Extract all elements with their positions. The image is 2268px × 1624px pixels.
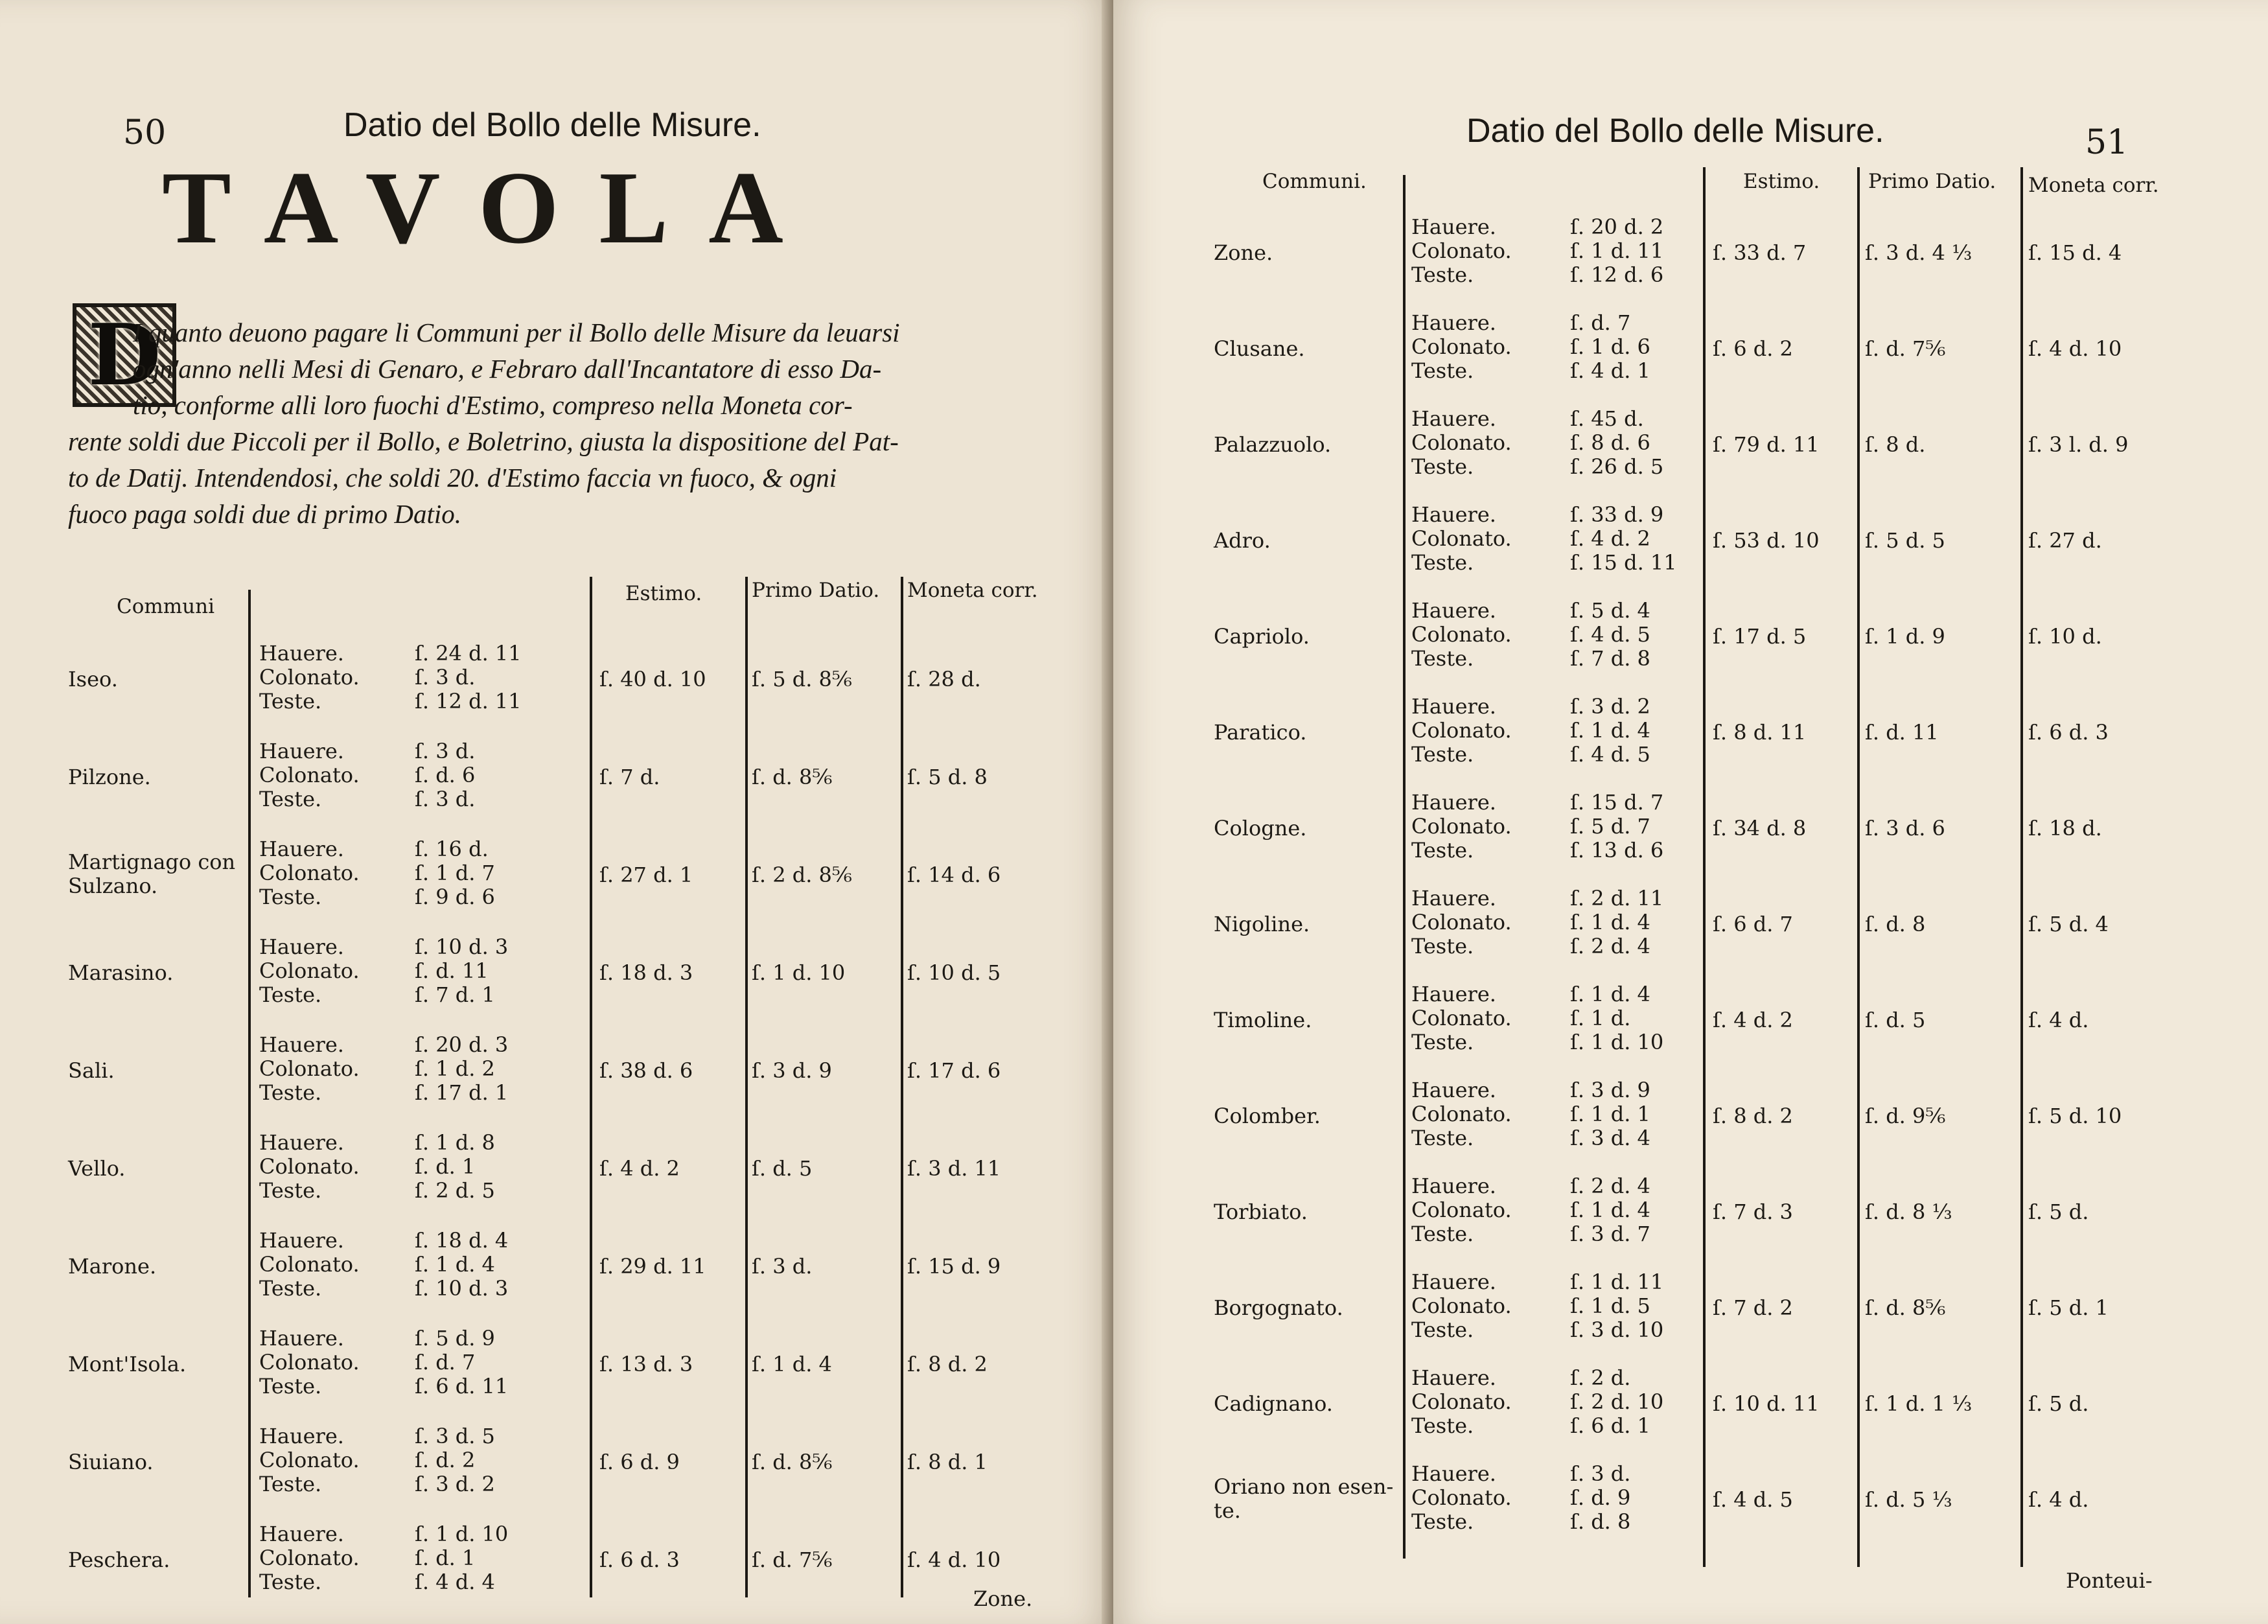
- catchword: Ponteui-: [2066, 1568, 2153, 1593]
- estimo-value: ſ. 27 d. 1: [599, 863, 693, 887]
- moneta-value: ſ. 5 d. 4: [2028, 912, 2109, 936]
- category-value: ſ. 4 d. 5: [1570, 742, 1650, 767]
- category-value: ſ. 15 d. 7: [1570, 790, 1664, 815]
- category-label: Teste.: [259, 1570, 322, 1594]
- primo-datio-value: ſ. 1 d. 9: [1865, 624, 1945, 649]
- moneta-value: ſ. 27 d.: [2028, 528, 2102, 553]
- table-row: [0, 1516, 1102, 1613]
- moneta-value: ſ. 5 d. 1: [2028, 1295, 2109, 1320]
- category-label: Colonato.: [1411, 1006, 1512, 1030]
- category-value: ſ. 16 d.: [415, 837, 489, 861]
- primo-datio-value: ſ. d. 9⅚: [1865, 1104, 1946, 1128]
- category-label: Teste.: [259, 885, 322, 909]
- category-label: Hauere.: [1411, 1365, 1496, 1390]
- intro-line: ogn'anno nelli Mesi di Genaro, e Febraro dall'Incantatore di esso Da-: [133, 354, 882, 384]
- category-value: ſ. 26 d. 5: [1570, 454, 1664, 479]
- estimo-value: ſ. 7 d.: [599, 765, 660, 789]
- category-label: Teste.: [259, 982, 322, 1007]
- primo-datio-value: ſ. 5 d. 5: [1865, 528, 1945, 553]
- estimo-value: ſ. 40 d. 10: [599, 667, 706, 691]
- table-row: [0, 1124, 1102, 1222]
- category-value: ſ. 18 d. 4: [415, 1228, 509, 1253]
- moneta-value: ſ. 10 d.: [2028, 624, 2102, 649]
- commune-name: Marone.: [68, 1254, 157, 1279]
- table-row: [1113, 1360, 2215, 1457]
- category-label: Colonato.: [259, 1546, 360, 1570]
- category-value: ſ. 3 d. 7: [1570, 1222, 1650, 1246]
- category-label: Teste.: [1411, 1509, 1474, 1534]
- commune-name: Zone.: [1214, 240, 1273, 265]
- table-row: [0, 1222, 1102, 1319]
- category-value: ſ. 20 d. 2: [1570, 215, 1664, 239]
- right-page: [1113, 0, 2268, 1624]
- category-value: ſ. 3 d. 2: [1570, 694, 1650, 719]
- category-value: ſ. d. 8: [1570, 1509, 1631, 1534]
- commune-name: Paratico.: [1214, 720, 1307, 745]
- estimo-value: ſ. 33 d. 7: [1713, 240, 1807, 265]
- category-value: ſ. 2 d. 11: [1570, 886, 1664, 911]
- commune-name: Cadignano.: [1214, 1391, 1333, 1416]
- commune-name: Oriano non esen-: [1214, 1474, 1394, 1499]
- category-value: ſ. 1 d.: [1570, 1006, 1631, 1030]
- estimo-value: ſ. 34 d. 8: [1713, 816, 1807, 841]
- moneta-value: ſ. 15 d. 9: [907, 1254, 1001, 1279]
- moneta-value: ſ. 4 d.: [2028, 1487, 2089, 1512]
- header-primo-datio: Primo Datio.: [1868, 170, 1996, 193]
- category-label: Colonato.: [1411, 814, 1512, 839]
- category-value: ſ. 3 d.: [415, 787, 476, 811]
- category-label: Colonato.: [259, 958, 360, 983]
- intro-line: tio, conforme alli loro fuochi d'Estimo, compreso nella Moneta cor-: [133, 390, 853, 420]
- table-row: [0, 1320, 1102, 1417]
- category-value: ſ. 10 d. 3: [415, 934, 509, 959]
- category-label: Colonato.: [1411, 1389, 1512, 1414]
- intro-paragraph: [68, 314, 1085, 532]
- commune-name: Martignago con: [68, 850, 236, 874]
- category-value: ſ. 4 d. 5: [1570, 622, 1650, 647]
- primo-datio-value: ſ. 1 d. 1 ⅓: [1865, 1391, 1973, 1416]
- category-label: Colonato.: [1411, 622, 1512, 647]
- category-label: Colonato.: [259, 1154, 360, 1179]
- category-label: Teste.: [1411, 1222, 1474, 1246]
- commune-name: te.: [1214, 1498, 1241, 1523]
- moneta-value: ſ. 3 d. 11: [907, 1156, 1001, 1181]
- category-label: Hauere.: [1411, 982, 1496, 1006]
- category-label: Teste.: [1411, 742, 1474, 767]
- primo-datio-value: ſ. d. 7⅚: [752, 1548, 833, 1572]
- header-moneta: Moneta corr.: [2028, 174, 2159, 197]
- category-label: Hauere.: [259, 837, 344, 861]
- category-value: ſ. 3 d. 10: [1570, 1317, 1664, 1342]
- category-label: Colonato.: [1411, 1198, 1512, 1222]
- category-value: ſ. 1 d. 11: [1570, 238, 1664, 263]
- table-row: [1113, 976, 2215, 1073]
- category-label: Teste.: [259, 1276, 322, 1301]
- category-value: ſ. 1 d. 10: [415, 1522, 509, 1546]
- commune-name: Mont'Isola.: [68, 1352, 187, 1376]
- table-row: [1113, 209, 2215, 306]
- primo-datio-value: ſ. d. 8 ⅓: [1865, 1200, 1952, 1224]
- primo-datio-value: ſ. d. 11: [1865, 720, 1939, 745]
- drop-cap-initial: D: [73, 303, 176, 407]
- estimo-value: ſ. 53 d. 10: [1713, 528, 1820, 553]
- moneta-value: ſ. 17 d. 6: [907, 1058, 1001, 1083]
- category-value: ſ. 2 d. 4: [1570, 1174, 1650, 1198]
- category-value: ſ. 3 d.: [415, 665, 476, 690]
- category-value: ſ. 1 d. 4: [415, 1252, 495, 1277]
- category-label: Teste.: [1411, 262, 1474, 287]
- moneta-value: ſ. 8 d. 2: [907, 1352, 988, 1376]
- estimo-value: ſ. 10 d. 11: [1713, 1391, 1820, 1416]
- category-value: ſ. 6 d. 1: [1570, 1413, 1650, 1438]
- primo-datio-value: ſ. 3 d. 6: [1865, 816, 1945, 841]
- category-label: Colonato.: [1411, 1102, 1512, 1126]
- estimo-value: ſ. 4 d. 2: [1713, 1008, 1793, 1032]
- category-label: Hauere.: [259, 739, 344, 763]
- category-label: Hauere.: [1411, 1078, 1496, 1102]
- commune-name: Sulzano.: [68, 874, 158, 898]
- category-value: ſ. 1 d. 8: [415, 1130, 495, 1155]
- category-label: Colonato.: [1411, 1293, 1512, 1318]
- table-row: [1113, 1168, 2215, 1265]
- header-estimo: Estimo.: [1743, 170, 1820, 193]
- estimo-value: ſ. 7 d. 3: [1713, 1200, 1793, 1224]
- category-value: ſ. 1 d. 5: [1570, 1293, 1650, 1318]
- category-label: Hauere.: [259, 1424, 344, 1448]
- category-value: ſ. 24 d. 11: [415, 641, 522, 666]
- category-label: Hauere.: [259, 934, 344, 959]
- category-label: Teste.: [1411, 358, 1474, 383]
- primo-datio-value: ſ. 1 d. 4: [752, 1352, 832, 1376]
- category-value: ſ. 4 d. 4: [415, 1570, 495, 1594]
- primo-datio-value: ſ. d. 8: [1865, 912, 1926, 936]
- category-label: Colonato.: [1411, 1485, 1512, 1510]
- category-label: Colonato.: [1411, 334, 1512, 359]
- table-row: [1113, 496, 2215, 594]
- commune-name: Nigoline.: [1214, 912, 1310, 936]
- category-value: ſ. d. 1: [415, 1154, 476, 1179]
- category-label: Teste.: [1411, 1413, 1474, 1438]
- category-value: ſ. 1 d. 10: [1570, 1030, 1664, 1054]
- category-value: ſ. 3 d. 2: [415, 1472, 495, 1496]
- moneta-value: ſ. 15 d. 4: [2028, 240, 2122, 265]
- estimo-value: ſ. 6 d. 7: [1713, 912, 1793, 936]
- category-label: Hauere.: [1411, 694, 1496, 719]
- primo-datio-value: ſ. 3 d. 4 ⅓: [1865, 240, 1973, 265]
- category-label: Colonato.: [259, 1056, 360, 1081]
- estimo-value: ſ. 29 d. 11: [599, 1254, 706, 1279]
- moneta-value: ſ. 3 l. d. 9: [2028, 432, 2129, 457]
- header-communi: Communi: [117, 595, 215, 618]
- estimo-value: ſ. 6 d. 3: [599, 1548, 680, 1572]
- table-row: [1113, 1072, 2215, 1169]
- primo-datio-value: ſ. 8 d.: [1865, 432, 1926, 457]
- category-value: ſ. 15 d. 11: [1570, 550, 1677, 575]
- category-value: ſ. d. 7: [1570, 310, 1631, 335]
- table-row: [1113, 688, 2215, 785]
- category-label: Colonato.: [259, 861, 360, 885]
- category-value: ſ. 2 d. 5: [415, 1178, 495, 1203]
- category-value: ſ. d. 7: [415, 1350, 476, 1375]
- commune-name: Marasino.: [68, 960, 174, 985]
- category-label: Colonato.: [259, 1350, 360, 1375]
- moneta-value: ſ. 10 d. 5: [907, 960, 1001, 985]
- moneta-value: ſ. 5 d.: [2028, 1391, 2089, 1416]
- estimo-value: ſ. 8 d. 11: [1713, 720, 1807, 745]
- category-value: ſ. 7 d. 8: [1570, 646, 1650, 671]
- category-value: ſ. 7 d. 1: [415, 982, 495, 1007]
- category-label: Hauere.: [1411, 215, 1496, 239]
- category-value: ſ. 4 d. 2: [1570, 526, 1650, 551]
- table-row: [0, 635, 1102, 732]
- table-row: [1113, 400, 2215, 498]
- moneta-value: ſ. 5 d. 8: [907, 765, 988, 789]
- table-row: [1113, 1264, 2215, 1361]
- header-estimo: Estimo.: [625, 582, 702, 605]
- intro-line: to de Datij. Intendendosi, che soldi 20. d'Estimo faccia vn fuoco, & ogni: [68, 463, 837, 493]
- category-label: Teste.: [1411, 1030, 1474, 1054]
- category-value: ſ. 12 d. 11: [415, 689, 522, 713]
- running-title-right: Datio del Bollo delle Misure.: [1466, 112, 1884, 150]
- primo-datio-value: ſ. 1 d. 10: [752, 960, 846, 985]
- commune-name: Torbiato.: [1214, 1200, 1308, 1224]
- commune-name: Clusane.: [1214, 336, 1305, 361]
- page-number-left: 50: [123, 113, 167, 152]
- category-value: ſ. 1 d. 4: [1570, 982, 1650, 1006]
- category-value: ſ. 17 d. 1: [415, 1080, 509, 1105]
- estimo-value: ſ. 4 d. 5: [1713, 1487, 1793, 1512]
- category-value: ſ. 6 d. 11: [415, 1374, 509, 1398]
- commune-name: Timoline.: [1214, 1008, 1312, 1032]
- category-value: ſ. 13 d. 6: [1570, 838, 1664, 863]
- category-label: Hauere.: [1411, 1461, 1496, 1486]
- table-row: [0, 831, 1102, 928]
- header-moneta: Moneta corr.: [907, 579, 1038, 602]
- primo-datio-value: ſ. d. 7⅚: [1865, 336, 1946, 361]
- category-value: ſ. 3 d. 5: [415, 1424, 495, 1448]
- category-value: ſ. 1 d. 2: [415, 1056, 495, 1081]
- category-label: Hauere.: [259, 1130, 344, 1155]
- category-label: Hauere.: [1411, 886, 1496, 911]
- category-value: ſ. d. 2: [415, 1448, 476, 1472]
- category-label: Hauere.: [259, 1032, 344, 1057]
- category-value: ſ. 20 d. 3: [415, 1032, 509, 1057]
- table-row: [0, 733, 1102, 830]
- category-value: ſ. d. 9: [1570, 1485, 1631, 1510]
- moneta-value: ſ. 4 d. 10: [907, 1548, 1001, 1572]
- category-value: ſ. 2 d. 4: [1570, 934, 1650, 958]
- category-label: Colonato.: [259, 763, 360, 787]
- moneta-value: ſ. 5 d. 10: [2028, 1104, 2122, 1128]
- moneta-value: ſ. 4 d. 10: [2028, 336, 2122, 361]
- primo-datio-value: ſ. d. 5: [752, 1156, 813, 1181]
- commune-name: Borgognato.: [1214, 1295, 1343, 1320]
- primo-datio-value: ſ. 5 d. 8⅚: [752, 667, 852, 691]
- category-label: Colonato.: [1411, 910, 1512, 934]
- moneta-value: ſ. 4 d.: [2028, 1008, 2089, 1032]
- category-value: ſ. 1 d. 4: [1570, 910, 1650, 934]
- moneta-value: ſ. 5 d.: [2028, 1200, 2089, 1224]
- category-label: Teste.: [1411, 646, 1474, 671]
- category-label: Hauere.: [1411, 406, 1496, 431]
- estimo-value: ſ. 6 d. 9: [599, 1450, 680, 1474]
- category-label: Teste.: [259, 1080, 322, 1105]
- category-label: Teste.: [259, 787, 322, 811]
- category-label: Colonato.: [259, 665, 360, 690]
- commune-name: Palazzuolo.: [1214, 432, 1332, 457]
- category-value: ſ. d. 11: [415, 958, 489, 983]
- category-value: ſ. 10 d. 3: [415, 1276, 509, 1301]
- category-value: ſ. 5 d. 4: [1570, 598, 1650, 623]
- category-label: Teste.: [1411, 1317, 1474, 1342]
- category-value: ſ. 5 d. 9: [415, 1326, 495, 1351]
- category-value: ſ. 12 d. 6: [1570, 262, 1664, 287]
- table-row: [0, 1027, 1102, 1124]
- category-label: Teste.: [1411, 1126, 1474, 1150]
- category-label: Teste.: [259, 1374, 322, 1398]
- category-value: ſ. 3 d. 4: [1570, 1126, 1650, 1150]
- estimo-value: ſ. 17 d. 5: [1713, 624, 1807, 649]
- commune-name: Siuiano.: [68, 1450, 154, 1474]
- category-label: Colonato.: [1411, 238, 1512, 263]
- category-label: Hauere.: [1411, 310, 1496, 335]
- category-value: ſ. d. 1: [415, 1546, 476, 1570]
- page-number-right: 51: [2085, 123, 2129, 162]
- estimo-value: ſ. 18 d. 3: [599, 960, 693, 985]
- header-primo-datio: Primo Datio.: [752, 579, 880, 602]
- moneta-value: ſ. 8 d. 1: [907, 1450, 988, 1474]
- intro-line: fuoco paga soldi due di primo Datio.: [68, 499, 462, 529]
- primo-datio-value: ſ. 3 d.: [752, 1254, 813, 1279]
- category-label: Hauere.: [1411, 598, 1496, 623]
- category-value: ſ. 45 d.: [1570, 406, 1644, 431]
- category-label: Teste.: [259, 1178, 322, 1203]
- catchword: Zone.: [973, 1586, 1033, 1611]
- primo-datio-value: ſ. d. 5: [1865, 1008, 1926, 1032]
- category-label: Colonato.: [259, 1252, 360, 1277]
- primo-datio-value: ſ. 3 d. 9: [752, 1058, 832, 1083]
- category-value: ſ. d. 6: [415, 763, 476, 787]
- category-label: Hauere.: [1411, 1270, 1496, 1294]
- commune-name: Iseo.: [68, 667, 118, 691]
- commune-name: Sali.: [68, 1058, 115, 1083]
- category-label: Colonato.: [259, 1448, 360, 1472]
- category-label: Colonato.: [1411, 718, 1512, 743]
- category-value: ſ. 2 d.: [1570, 1365, 1631, 1390]
- moneta-value: ſ. 28 d.: [907, 667, 981, 691]
- header-communi: Communi.: [1262, 170, 1367, 193]
- left-page: [0, 0, 1113, 1624]
- intro-line: rente soldi due Piccoli per il Bollo, e Boletrino, giusta la dispositione del Pat-: [68, 426, 899, 456]
- commune-name: Peschera.: [68, 1548, 170, 1572]
- category-label: Colonato.: [1411, 430, 1512, 455]
- primo-datio-value: ſ. d. 8⅚: [1865, 1295, 1946, 1320]
- table-row: [1113, 592, 2215, 690]
- commune-name: Adro.: [1214, 528, 1271, 553]
- primo-datio-value: ſ. d. 5 ⅓: [1865, 1487, 1952, 1512]
- category-label: Teste.: [1411, 838, 1474, 863]
- category-value: ſ. 1 d. 1: [1570, 1102, 1650, 1126]
- category-label: Hauere.: [1411, 1174, 1496, 1198]
- category-value: ſ. 1 d. 11: [1570, 1270, 1664, 1294]
- category-value: ſ. 1 d. 4: [1570, 1198, 1650, 1222]
- category-value: ſ. 3 d. 9: [1570, 1078, 1650, 1102]
- commune-name: Pilzone.: [68, 765, 151, 789]
- table-row: [1113, 880, 2215, 977]
- category-label: Hauere.: [259, 1522, 344, 1546]
- intro-line: I quanto deuono pagare li Communi per il Bollo delle Misure da leuarsi: [133, 318, 900, 347]
- estimo-value: ſ. 79 d. 11: [1713, 432, 1820, 457]
- moneta-value: ſ. 18 d.: [2028, 816, 2102, 841]
- moneta-value: ſ. 6 d. 3: [2028, 720, 2109, 745]
- category-label: Teste.: [1411, 454, 1474, 479]
- running-title-left: Datio del Bollo delle Misure.: [343, 106, 761, 144]
- commune-name: Capriolo.: [1214, 624, 1310, 649]
- category-value: ſ. 1 d. 7: [415, 861, 495, 885]
- category-label: Hauere.: [259, 641, 344, 666]
- estimo-value: ſ. 8 d. 2: [1713, 1104, 1793, 1128]
- primo-datio-value: ſ. 2 d. 8⅚: [752, 863, 852, 887]
- category-value: ſ. 8 d. 6: [1570, 430, 1650, 455]
- category-value: ſ. 5 d. 7: [1570, 814, 1650, 839]
- category-label: Teste.: [259, 689, 322, 713]
- table-row: [1113, 305, 2215, 402]
- category-label: Hauere.: [1411, 790, 1496, 815]
- primo-datio-value: ſ. d. 8⅚: [752, 765, 833, 789]
- category-label: Teste.: [1411, 550, 1474, 575]
- category-value: ſ. 1 d. 4: [1570, 718, 1650, 743]
- category-value: ſ. 33 d. 9: [1570, 502, 1664, 527]
- commune-name: Colomber.: [1214, 1104, 1321, 1128]
- category-value: ſ. 3 d.: [1570, 1461, 1631, 1486]
- category-value: ſ. 3 d.: [415, 739, 476, 763]
- category-label: Colonato.: [1411, 526, 1512, 551]
- category-label: Hauere.: [259, 1326, 344, 1351]
- table-row: [1113, 1456, 2215, 1553]
- estimo-value: ſ. 13 d. 3: [599, 1352, 693, 1376]
- category-value: ſ. 1 d. 6: [1570, 334, 1650, 359]
- table-row: [0, 929, 1102, 1026]
- commune-name: Vello.: [68, 1156, 126, 1181]
- category-value: ſ. 9 d. 6: [415, 885, 495, 909]
- category-value: ſ. 4 d. 1: [1570, 358, 1650, 383]
- table-row: [1113, 784, 2215, 881]
- category-label: Teste.: [1411, 934, 1474, 958]
- category-label: Teste.: [259, 1472, 322, 1496]
- moneta-value: ſ. 14 d. 6: [907, 863, 1001, 887]
- category-label: Hauere.: [1411, 502, 1496, 527]
- primo-datio-value: ſ. d. 8⅚: [752, 1450, 833, 1474]
- commune-name: Cologne.: [1214, 816, 1307, 841]
- table-row: [0, 1418, 1102, 1515]
- category-label: Hauere.: [259, 1228, 344, 1253]
- estimo-value: ſ. 6 d. 2: [1713, 336, 1793, 361]
- estimo-value: ſ. 4 d. 2: [599, 1156, 680, 1181]
- estimo-value: ſ. 7 d. 2: [1713, 1295, 1793, 1320]
- category-value: ſ. 2 d. 10: [1570, 1389, 1664, 1414]
- estimo-value: ſ. 38 d. 6: [599, 1058, 693, 1083]
- page-title: TAVOLA: [162, 150, 824, 265]
